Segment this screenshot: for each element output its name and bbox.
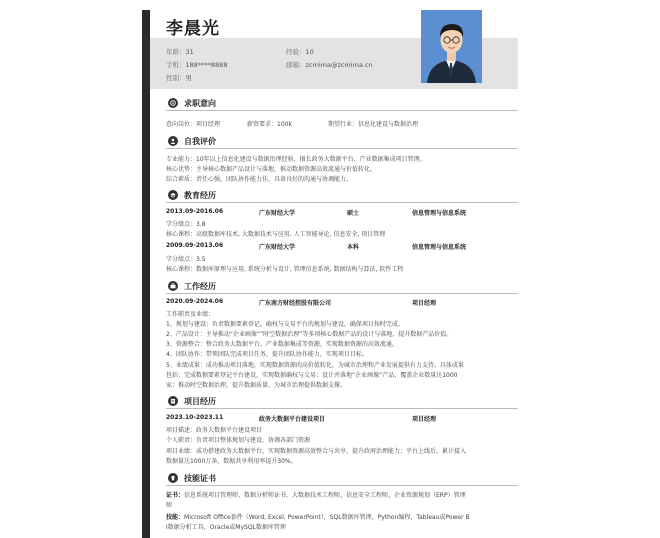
experience-label: 经验：	[286, 48, 306, 56]
section-title: 工作经历	[184, 282, 216, 291]
edu-gpa: 学分绩点：3.5	[166, 256, 206, 263]
section-title: 教育经历	[184, 191, 216, 200]
work-item: 2、产品设计：主导推动“企业画像”“时空数据治理”等多项核心数据产品的设计与落地，提升数据产品价值。	[166, 331, 453, 338]
project-line: 项目业绩：成功搭建政务大数据平台，实现数据资源高效整合与共享，提升政府治理能力；平台上线后，累计接入	[166, 448, 467, 455]
project-date: 2023.10-2023.11	[166, 414, 224, 421]
briefcase-icon	[168, 281, 178, 291]
project-name: 政务大数据平台建设项目	[259, 416, 326, 423]
intent-industry: 期望行业：信息化建设与数据治理	[328, 121, 419, 128]
self-eval-line: 专业能力：10年以上信息化建设与数据治理经验，擅长政务大数据平台、产业数据集成项目管理。	[166, 156, 426, 163]
edu-school: 广东财经大学	[259, 210, 296, 217]
work-role: 项目经理	[412, 300, 437, 307]
work-item: 1、规划与建设：负责数据要素登记、确权与交易平台的规划与建设，确保项目按时完成。	[166, 321, 404, 328]
project-line: 个人职责：负责项目整体规划与建设，协调各部门资源	[166, 437, 311, 444]
section-self-evaluation	[166, 136, 518, 149]
edu-major: 信息管理与信息系统	[412, 210, 467, 217]
cert-text: 信息系统项目管理师、数据分析师证书、大数据技术工程师、信息安全工程师、企业资源规划（ERP）管理	[184, 492, 466, 499]
phone-field	[166, 60, 227, 69]
work-company: 广东南方财经控股有限公司	[259, 300, 332, 307]
cert-label: 证书：	[166, 492, 185, 499]
email-label: 邮箱：	[286, 61, 306, 69]
edu-major: 信息管理与信息系统	[412, 244, 467, 251]
section-title: 求职意向	[184, 99, 216, 108]
email-value: zcmima@zcmima.cn	[305, 61, 373, 69]
avatar	[421, 10, 482, 83]
phone-value: 188****8888	[185, 61, 228, 69]
edu-degree: 本科	[347, 244, 360, 251]
project-role: 项目经理	[412, 416, 437, 423]
sidebar-accent-bar	[142, 10, 150, 538]
clipboard-icon	[168, 396, 178, 406]
skill-text: Microsoft Office套件（Word, Excel, PowerPoint），SQL数据库管理，Python编程，Tableau或Power B	[184, 514, 470, 521]
cert-line-cont: 师	[166, 502, 173, 509]
candidate-name: 李晨光	[166, 19, 220, 39]
certificate-icon	[168, 473, 178, 483]
intent-salary: 薪资要求：100k	[247, 121, 292, 128]
project-line: 项目描述：政务大数据平台建设项目	[166, 427, 263, 434]
skill-line	[166, 512, 470, 521]
edu-courses: 核心课程：高级数据库技术, 大数据技术与应用, 人工智能导论, 信息安全, 项目管理	[166, 231, 386, 238]
age-label: 年龄：	[166, 48, 186, 56]
edu-gpa: 学分绩点：3.8	[166, 221, 206, 228]
section-work	[166, 281, 518, 294]
target-icon	[168, 98, 178, 108]
self-eval-line: 核心优势：主导核心数据产品设计与落地，推动数据资源高效流通与价值转化。	[166, 166, 377, 173]
self-eval-line: 综合素质：责任心强，团队协作能力佳，具备良好的沟通与协调能力。	[166, 176, 353, 183]
intent-position: 意向岗位：项目经理	[166, 121, 221, 128]
work-item: 5、业绩成果：成功推动项目落地，实现数据资源的高价值转化，为城市治理和产业发展提供有力支持。具体成果	[166, 362, 464, 369]
gender-value: 男	[185, 74, 192, 82]
work-item: 3、资源整合：整合政务大数据平台、产业数据集成等资源，实现数据资源的高效流通。	[166, 341, 398, 348]
age-field	[166, 47, 194, 56]
section-title: 自我评价	[184, 137, 216, 146]
edu-date: 2009.09-2013.06	[166, 242, 224, 249]
experience-field	[286, 47, 314, 56]
section-intent	[166, 98, 518, 111]
user-icon	[168, 136, 178, 146]
skill-label: 技能：	[166, 514, 185, 521]
gender-label: 性别：	[166, 74, 186, 82]
edu-school: 广东财经大学	[259, 244, 296, 251]
work-item: 家；推动时空数据治理，提升数据质量，为城市治理提供数据支撑。	[166, 382, 347, 389]
section-title: 项目经历	[184, 397, 216, 406]
skill-line-cont: I数据分析工具，Oracle或MySQL数据库管理	[166, 524, 286, 531]
work-date: 2020.09-2024.06	[166, 298, 224, 305]
section-title: 技能证书	[184, 474, 216, 483]
edu-date: 2013.09-2016.06	[166, 208, 224, 215]
age-value: 31	[185, 48, 194, 56]
profile-photo	[421, 10, 482, 83]
work-item: 4、团队协作：带领团队完成项目任务，提升团队协作能力，实现项目目标。	[166, 351, 368, 358]
work-item: 包括：完成数据要素登记平台建设，实现数据确权与交易；设计并落地“企业画像”产品，覆盖企业数量达1000	[166, 372, 458, 379]
experience-value: 10	[305, 48, 314, 56]
edu-courses: 核心课程：数据库原理与应用, 系统分析与设计, 管理信息系统, 数据结构与算法, 软件工程	[166, 266, 404, 273]
section-project	[166, 396, 518, 409]
project-line: 数据量达1000万条，数据共享利用率提升30%。	[166, 458, 297, 465]
cert-line	[166, 490, 466, 499]
section-skills	[166, 473, 518, 486]
work-intro: 工作职责及业绩：	[166, 311, 215, 318]
gender-field	[166, 73, 192, 82]
phone-label: 手机：	[166, 61, 186, 69]
graduation-cap-icon	[168, 190, 178, 200]
section-education	[166, 190, 518, 203]
edu-degree: 硕士	[347, 210, 360, 217]
email-field	[286, 60, 373, 69]
